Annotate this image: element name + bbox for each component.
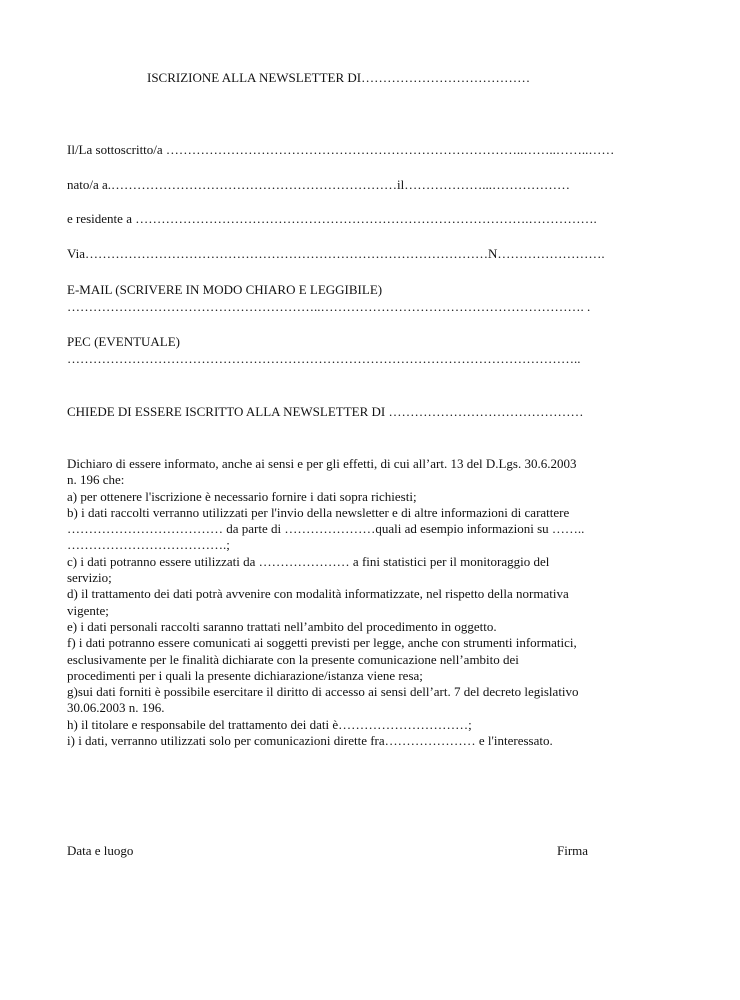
- field-sottoscritto: Il/La sottoscritto/a ………………………………………………………………………..……..……..……: [67, 142, 615, 157]
- signature-label: Firma: [557, 843, 589, 858]
- declaration-line: i) i dati, verranno utilizzati solo per comunicazioni dirette fra………………… e l'interessato.: [67, 733, 553, 749]
- declaration-block: [67, 456, 667, 749]
- request-statement: CHIEDE DI ESSERE ISCRITTO ALLA NEWSLETTER DI ………………………………………: [67, 404, 584, 419]
- declaration-line: f) i dati potranno essere comunicati ai soggetti previsti per legge, anche con strumenti informatici,: [67, 635, 577, 651]
- date-place-label: Data e luogo: [67, 843, 134, 858]
- email-label: E-MAIL (SCRIVERE IN MODO CHIARO E LEGGIBILE): [67, 282, 383, 297]
- document-title: ISCRIZIONE ALLA NEWSLETTER DI…………………………………: [147, 70, 531, 85]
- declaration-line: esclusivamente per le finalità dichiarate con la presente comunicazione nell’ambito dei: [67, 651, 519, 667]
- declaration-line: d) il trattamento dei dati potrà avvenire con modalità informatizzate, nel rispetto della normativa: [67, 586, 569, 602]
- declaration-line: vigente;: [67, 602, 109, 618]
- declaration-line: ……………………………….;: [67, 537, 230, 553]
- declaration-line: b) i dati raccolti verranno utilizzati per l'invio della newsletter e di altre informazioni di carattere: [67, 504, 570, 520]
- field-nato: nato/a a.…………………………………………………………il………………...………………: [67, 177, 571, 192]
- declaration-line: Dichiaro di essere informato, anche ai sensi e per gli effetti, di cui all’art. 13 del D.Lgs. 30.6.2003: [67, 456, 577, 471]
- declaration-line: h) il titolare e responsabile del trattamento dei dati è…………………………;: [67, 716, 472, 732]
- declaration-line: procedimenti per i quali la presente dichiarazione/istanza viene resa;: [67, 667, 423, 683]
- pec-label: PEC (EVENTUALE): [67, 334, 181, 349]
- declaration-line: servizio;: [67, 570, 112, 586]
- field-via: Via…………………………………………………………………………………N…………………….: [67, 246, 605, 261]
- email-line: …………………………………………………..……………………………………………………. .: [67, 299, 591, 314]
- declaration-line: c) i dati potranno essere utilizzati da ………………… a fini statistici per il monitoraggio del: [67, 553, 550, 569]
- field-residente: e residente a ……………………………………………………………………………….…………….: [67, 211, 597, 226]
- declaration-line: 30.06.2003 n. 196.: [67, 700, 165, 716]
- declaration-line: e) i dati personali raccolti saranno trattati nell’ambito del procedimento in oggetto.: [67, 618, 497, 634]
- declaration-line: a) per ottenere l'iscrizione è necessario fornire i dati sopra richiesti;: [67, 488, 417, 504]
- pec-line: ………………………………………………………………………………………………………..: [67, 351, 581, 366]
- declaration-line: ……………………………… da parte di …………………quali ad esempio informazioni su ……..: [67, 521, 585, 537]
- declaration-line: n. 196 che:: [67, 472, 125, 488]
- declaration-line: g)sui dati forniti è possibile esercitare il diritto di accesso ai sensi dell’art. 7 del decreto legislativo: [67, 684, 579, 700]
